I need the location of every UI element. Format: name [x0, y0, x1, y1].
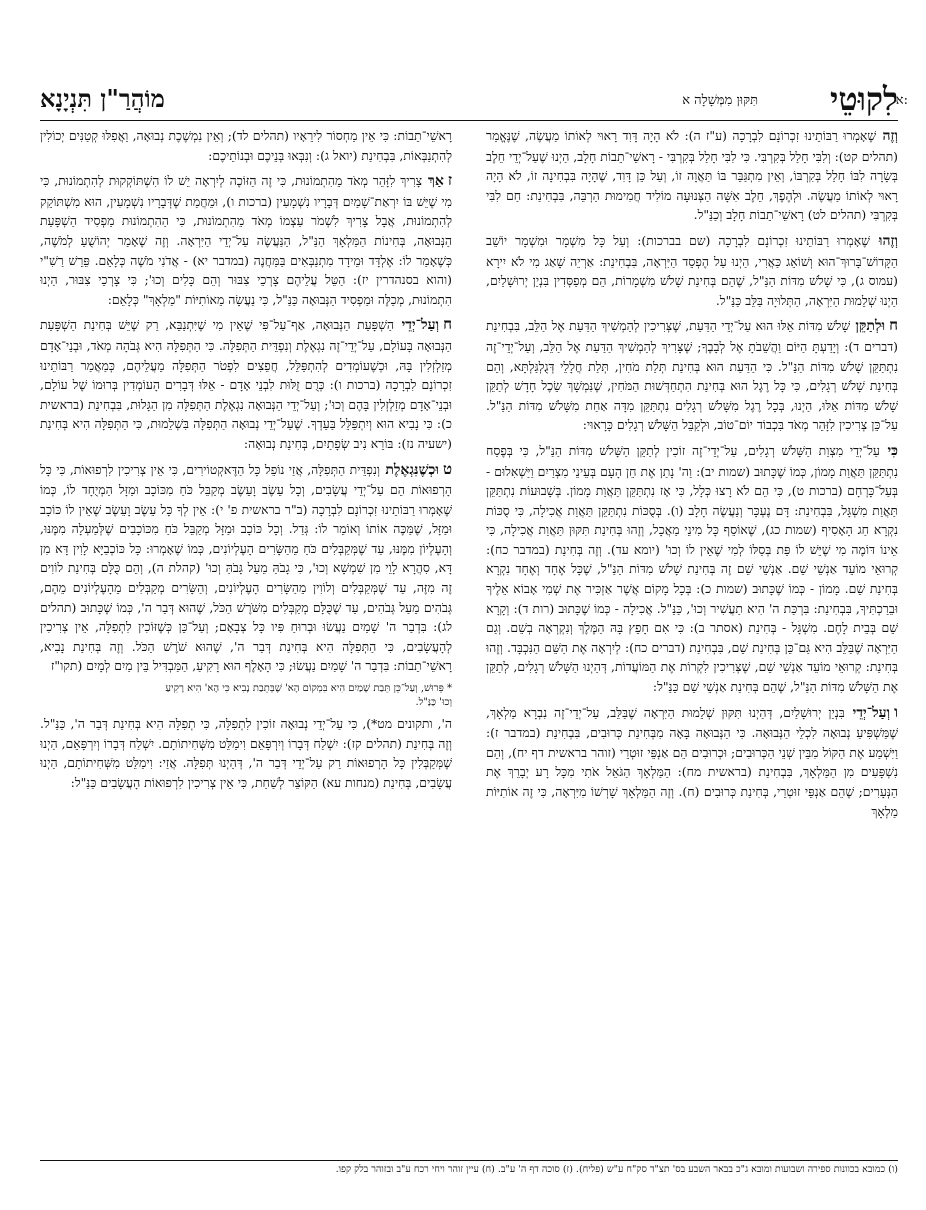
section-title: תִּקּוּן מִמְּשָׁלָה א	[682, 93, 758, 108]
page-header	[40, 80, 898, 120]
lead-word: וְעַל־יְדֵי	[394, 317, 440, 334]
book-title: לִקוּטֵי	[830, 80, 898, 118]
section-number: ח	[443, 315, 452, 334]
lead-word: וְזֶה	[876, 128, 898, 144]
paragraph-text: בִּנְיַן יְרוּשָׁלַיִם, דְּהַיְנוּ תִּקּוּן שְׁלֵמוּת הַיִּרְאָה שֶׁבַּלֵּב, עַל־יְדֵי־זֶה נִבְרָא מַלְאָךְ, שֶׁמַּשְׁפִּיעַ נְבוּאָה לִכְלֵי הַנְּבוּאָה. כִּי הַנְּבוּאָה בָּאָה מִבְּחִינַת כְּרוּבִים, בִּבְחִינַת (במדבר ז): וַיִּשְׁמַע אֶת הַקּוֹל מִבֵּין שְׁנֵי הַכְּרוּבִים; וּכְרוּבִים הֵם אַנְפֵּי זוּטְרֵי (זוהר בראשית דף יח), וְהֵם נִשְׁפָּעִים מִן הַמַּלְאָךְ, בִּבְחִינַת (בראשית מח): הַמַּלְאָךְ הַגֹּאֵל אֹתִי מִכָּל רָע יְבָרֵךְ אֶת הַנְּעָרִים; שֶׁהֵם אַנְפֵּי זוּטְרֵי, בְּחִינַת כְּרוּבִים (ח). וְזֶה הַמַּלְאָךְ שָׁרְשׁוֹ מִיִּרְאָה, כִּי זֶה אוֹתִיּוֹת מַלְאָךְ	[486, 704, 898, 819]
paragraph	[486, 231, 898, 310]
section-number: ו	[894, 702, 898, 721]
header-rule	[40, 120, 898, 121]
footnote-inline: * פֵּרוּשׁ, וְעַל־כֵּן תֵּבַת שָׁמַיִם הִיא בִּמְקוֹם הָא' שֶׁבְּתֵבַת נָבִיא כִּי הָא' הִיא רָקִיעַ וְכוּ' כַּנַּ"ל.	[165, 683, 452, 709]
paragraph-text: ה', ותקונים מט*), כִּי עַל־יְדֵי נְבוּאָה זוֹכִין לִתְפִלָּה, כִּי תְפִלָּה הִיא בְּחִינַת דְּבַר ה', כַּנַּ"ל. וְזֶה בְּחִינַת (תהלים קז): יִשְׁלַח דְּבָרוֹ וְיִרְפָּאֵם וִימַלֵּט מִשְּׁחִיתוֹתָם. יִשְׁלַח דְּבָרוֹ וְיִרְפָּאֵם, הַיְנוּ שֶׁמְּקַבְּלִין כָּל הָרְפוּאוֹת רַק עַל־יְדֵי דְּבַר ה', דְּהַיְנוּ תְּפִלָּה. אֲזַי: וִימַלֵּט מִשְּׁחִיתוֹתָם, הַיְנוּ עֲשָׂבִים, בְּחִינַת (מנחות עא) הַקּוֹצֵר לְשַׁחַת, כִּי אֵין צְרִיכִין לִרְפוּאוֹת הָעֲשָׂבִים כַּנַּ"ל:	[40, 716, 452, 790]
paragraph	[40, 171, 452, 309]
section-number: ט	[442, 459, 452, 478]
paragraph-text: שָׁלֹשׁ מִדּוֹת אֵלּוּ הוּא עַל־יְדֵי הַדַּעַת, שֶׁצְּרִיכִין לְהַמְשִׁיךְ הַדַּעַת אֶל הַלֵּב, בִּבְחִינַת (דברים ד): וְיָדַעְתָּ הַיּוֹם וַהֲשֵׁבֹתָ אֶל לְבָבֶךָ; שֶׁצָּרִיךְ לְהַמְשִׁיךְ הַדַּעַת אֶל הַלֵּב, וְעַל־יְדֵי־זֶה נִתְתַּקֵּן שָׁלֹשׁ מִדּוֹת הַנַּ"ל. כִּי הַדַּעַת הוּא בְּחִינַת תְּלַת מֹחִין, תְּלַת חֲלָלֵי דְּגֻלְגַּלְתָּא, וְהֵם בְּחִינַת שָׁלֹשׁ רְגָלִים, כִּי כָּל רֶגֶל הוּא בְּחִינַת הִתְחַדְּשׁוּת הַמֹּחִין, שֶׁנִּמְשָׁךְ שֵׂכֶל חָדָשׁ לְתַקֵּן שָׁלֹשׁ מִדּוֹת אֵלּוּ, הַיְנוּ, בְּכָל רֶגֶל מִשָּׁלֹשׁ רְגָלִים נִתְתַּקֵּן מִדָּה אַחַת מִשָּׁלֹשׁ מִדּוֹת הַנַּ"ל. עַל־כֵּן צְרִיכִין לִזָּהֵר מְאֹד בִּכְבוֹד יוֹם־טוֹב, וּלְקַבֵּל הַשָּׁלֹשׁ רְגָלִים כָּרָאוּי:	[486, 318, 898, 433]
paragraph-text: שֶׁאָמְרוּ רַבּוֹתֵינוּ זִכְרוֹנָם לִבְרָכָה (שם בברכות): וְעַל כָּל מִשְׁמָר וּמִשְׁמָר יוֹשֵׁב הַקָּדוֹשׁ־בָּרוּךְ־הוּא וְשׁוֹאֵג כַּאֲרִי, הַיְנוּ עַל הֶפְסֵד הַיִּרְאָה, בִּבְחִינַת: אַרְיֵה שָׁאַג מִי לֹא יִירָא (עמוס ג), כִּי שָׁלֹשׁ מִדּוֹת הַנַּ"ל, שֶׁהֵם בְּחִינַת שָׁלֹשׁ מִשְׁמָרוֹת, הֵם מְפַסְּדִין בִּנְיַן יְרוּשָׁלַיִם, הַיְנוּ שְׁלֵמוּת הַיִּרְאָה, הַתְּלוּיָה בַּלֵּב כַּנַּ"ל.	[486, 232, 898, 308]
lead-word: כִּי	[879, 442, 898, 459]
page-number: א:	[895, 93, 908, 108]
section-number: ח	[889, 316, 898, 335]
paragraph	[486, 316, 898, 435]
right-column	[486, 126, 898, 1156]
paragraph-text: עַל־יְדֵי מִצְוַת הַשָּׁלֹשׁ רְגָלִים, עַל־יְדֵי־זֶה זוֹכִין לְתַקֵּן הַשָּׁלֹשׁ מִדּוֹת הַנַּ"ל, כִּי בְּפֶסַח נִתְתַּקֵּן תַּאֲוַת מָמוֹן, כְּמוֹ שֶׁכָּתוּב (שמות יב): וַה' נָתַן אֶת חֵן הָעָם בְּעֵינֵי מִצְרַיִם וַיַּשְׁאִלוּם - בְּעַל־כָּרְחָם (ברכות ט), כִּי הֵם לֹא רָצוּ כְּלָל, כִּי אָז נִתְתַּקֵּן תַּאֲוַת מָמוֹן. בְּשָׁבוּעוֹת נִתְתַּקֵּן תַּאֲוַת מִשְׁגָּל, בִּבְחִינַת: דָּם נֶעְכָּר וְנַעֲשֶׂה חָלָב (ו). בְּסֻכּוֹת נִתְתַּקֵּן תַּאֲוַת אֲכִילָה, כִּי סֻכּוֹת נִקְרָא חַג הָאָסִיף (שמות כג), שֶׁאוֹסֵף כָּל מִינֵי מַאֲכָל, וְזֶהוּ בְּחִינַת תִּקּוּן תַּאֲוַת אֲכִילָה, כִּי אֵינוֹ דּוֹמֶה מִי שֶׁיֵּשׁ לוֹ פַּת בְּסַלּוֹ לְמִי שֶׁאֵין לוֹ וְכוּ' (יומא עד). וְזֶה בְּחִינַת (במדבר כח): קְרוּאֵי מוֹעֵד אַנְשֵׁי שֵׁם. אַנְשֵׁי שֵׁם זֶה בְּחִינַת שָׁלֹשׁ מִדּוֹת הַנַּ"ל, שֶׁכָּל אֶחָד וְאֶחָד נִקְרָא בְּחִינַת שֵׁם. מָמוֹן - כְּמוֹ שֶׁכָּתוּב (שמות כ): בְּכָל מָקוֹם אֲשֶׁר אַזְכִּיר אֶת שְׁמִי אָבוֹא אֵלֶיךָ וּבֵרַכְתִּיךָ, בִּבְחִינַת: בִּרְכַּת ה' הִיא תַעֲשִׁיר וְכוּ', כַּנַּ"ל. אֲכִילָה - כְּמוֹ שֶׁכָּתוּב (רות ד): וְקָרָא שֵׁם בְּבֵית לָחֶם. מִשְׁגָּל - בְּחִינַת (אסתר ב): כִּי אִם חָפֵץ בָּהּ הַמֶּלֶךְ וְנִקְרְאָה בְשֵׁם. וְגַם הַיִּרְאָה שֶׁבַּלֵּב הִיא גַּם־כֵּן בְּחִינַת שֵׁם, בִּבְחִינַת (דברים כח): לְיִרְאָה אֶת הַשֵּׁם הַנִּכְבָּד. וְזֶהוּ בְּחִינַת: קְרוּאֵי מוֹעֵד אַנְשֵׁי שֵׁם, שֶׁצְּרִיכִין לִקְרוֹת אֶת הַמּוֹעֲדוֹת, דְּהַיְנוּ הַשָּׁלֹשׁ רְגָלִים, לְתַקֵּן אֶת הַשָּׁלֹשׁ מִדּוֹת הַנַּ"ל, שֶׁהֵם בְּחִינַת אַנְשֵׁי שֵׁם כַּנַּ"ל:	[486, 442, 898, 695]
lead-word: וְזֶהוּ	[869, 232, 898, 249]
text-columns	[40, 126, 898, 1156]
paragraph	[40, 315, 452, 453]
section-number: ז	[447, 171, 452, 190]
footer-rule	[40, 1160, 898, 1161]
paragraph	[486, 126, 898, 225]
lead-word: וּלְתַקֵּן	[850, 318, 886, 335]
paragraph	[40, 126, 452, 165]
book-subtitle: מוֹהֲרַ"ן תִּנְיָנָא	[40, 84, 165, 113]
paragraph-text: רָאשֵׁי־תֵבוֹת: כִּי אֵין מַחְסוֹר לִירֵאָיו (תהלים לד); וְאֵין נִמְשֶׁכֶת נְבוּאָה, וַאֲפִלּוּ קְטַנִּים יְכוֹלִין לְהִתְנַבְּאוֹת, בִּבְחִינַת (יואל ג): וְנִבְּאוּ בְּנֵיכֶם וּבְנוֹתֵיכֶם:	[40, 128, 452, 163]
paragraph	[40, 460, 452, 677]
paragraph-text: שֶׁאָמְרוּ רַבּוֹתֵינוּ זִכְרוֹנָם לִבְרָכָה (ע"ז ה): לֹא הָיָה דָּוִד רָאוּי לְאוֹתוֹ מַעֲשֶׂה, שֶׁנֶּאֱמַר (תהלים קט): וְלִבִּי חָלַל בְּקִרְבִּי. כִּי לִבִּי חָלַל בְּקִרְבִּי - רָאשֵׁי־תֵבוֹת חָלָב, הַיְנוּ שֶׁעַל־יְדֵי חֵלֶב בְּשָׂרָה לִבּוֹ חָלַל בְּקִרְבּוֹ, וְאֵין מִתְגַּבֵּר בּוֹ תַּאֲוָה זוֹ, וְעַל כֵּן דָּוִד, שֶׁהָיָה בִּבְחִינָה זוֹ, לֹא הָיָה רָאוּי לְאוֹתוֹ מַעֲשֶׂה. וּלְהֶפֶךְ, חֵלֶב אִשָּׁה הַצְּנוּעָה מוֹלִיד חֲמִימוּת הַרְבֵּה, בִּבְחִינַת: חַם לִבִּי בְּקִרְבִּי (תהלים לט) רָאשֵׁי־תֵבוֹת חָלָב וְכַנַּ"ל.	[486, 128, 898, 223]
left-column	[40, 126, 452, 1156]
paragraph	[486, 703, 898, 822]
paragraph	[486, 441, 898, 697]
paragraph-text: הַשְׁפָּעַת הַנְּבוּאָה, אַף־עַל־פִּי שֶׁאֵין מִי שֶׁיִּתְנַבֵּא, רַק שֶׁיֵּשׁ בְּחִינַת הַשְׁפָּעַת הַנְּבוּאָה בָּעוֹלָם, עַל־יְדֵי־זֶה נִגְאֶלֶת וְנִפְדֵּית הַתְּפִלָּה. כִּי הַתְּפִלָּה הִיא גְּבֹהָה מְאֹד, וּבְנֵי־אָדָם מְזַלְזְלִין בָּהּ, וּכְשֶׁעוֹמְדִים לְהִתְפַּלֵּל, חֲפֵצִים לִפְטֹר הַתְּפִלָּה מֵעֲלֵיהֶם, כְּמַאֲמַר רַבּוֹתֵינוּ זִכְרוֹנָם לִבְרָכָה (ברכות ו): כְּרֻם זֻלּוּת לִבְנֵי אָדָם - אֵלּוּ דְּבָרִים הָעוֹמְדִין בְּרוּמוֹ שֶׁל עוֹלָם, וּבְנֵי־אָדָם מְזַלְזְלִין בָּהֶם וְכוּ'; וְעַל־יְדֵי הַנְּבוּאָה נִגְאֶלֶת הַתְּפִלָּה מִן הַגָּלוּת, בִּבְחִינַת (בראשית כ): כִּי נָבִיא הוּא וְיִתְפַּלֵּל בַּעַדְךָ. שֶׁעַל־יְדֵי נְבוּאָה הַתְּפִלָּה בִּשְׁלֵמוּת, כִּי הַתְּפִלָּה הִיא בְּחִינַת (ישעיה נז): בּוֹרֵא נִיב שְׂפָתַיִם, בְּחִינַת נְבוּאָה:	[40, 317, 452, 451]
footnotes: (ו) כמובא בכוונות ספירה ושבועות ומובא ג"כ בבאר השבע בס' תצ"ד סק"ח ע"ש (פליח). (ז) סוכה דף ה' ע"ב. (ח) עיין זוהר ויחי רכח ע"ב ובזוהר בלק קפו.	[335, 1164, 898, 1175]
paragraph-text: וְנִפְדֵּית הַתְּפִלָּה, אֲזַי נוֹפֵל כָּל הַדֶּאקְטוֹירִים, כִּי אֵין צְרִיכִין לִרְפוּאוֹת, כִּי כָּל הָרְפוּאוֹת הֵם עַל־יְדֵי עֲשָׂבִים, וְכָל עֵשֶׂב וָעֵשֶׂב מְקַבֵּל כֹּחַ מִכּוֹכָב וּמַזָּל הַמְיֻחָד לוֹ, כְּמוֹ שֶׁאָמְרוּ רַבּוֹתֵינוּ זִכְרוֹנָם לִבְרָכָה (ב"ר בראשית פ' י): אֵין לְךָ כָּל עֵשֶׂב וָעֵשֶׂב שֶׁאֵין לוֹ כּוֹכָב וּמַזָּל, שֶׁמַּכֶּה אוֹתוֹ וְאוֹמֵר לוֹ: גְּדַל. וְכָל כּוֹכָב וּמַזָּל מְקַבֵּל כֹּחַ מִכּוֹכָבִים שֶׁלְּמַעְלָה מִמֶּנּוּ, וְהָעֶלְיוֹן מִמֶּנּוּ, עַד שֶׁמְּקַבְּלִים כֹּחַ מֵהַשָּׂרִים הָעֶלְיוֹנִים, כְּמוֹ שֶׁאָמְרוּ: כָּל כּוֹכְבַיָּא לָוִין דָּא מִן דָּא, סִהֲרָא לָוֵי מִן שִׁמְשָׁא וְכוּ', כִּי גָבֹהַּ מֵעַל גָּבֹהַּ וְכוּ' (קהלת ה), וְהֵם כֻּלָּם בְּחִינַת לוֹוִים זֶה מִזֶּה, עַד שֶׁמְּקַבְּלִים וְלוֹוִין מֵהַשָּׂרִים הָעֶלְיוֹנִים, וְהַשָּׂרִים מְקַבְּלִים מֵהָעֶלְיוֹנִים מֵהֶם, גְּבֹהִים מֵעַל גְּבֹהִים, עַד שֶׁכֻּלָּם מְקַבְּלִים מִשֹּׁרֶשׁ הַכֹּל, שֶׁהוּא דְּבַר ה', כְּמוֹ שֶׁכָּתוּב (תהלים לג): בִּדְבַר ה' שָׁמַיִם נַעֲשׂוּ וּבְרוּחַ פִּיו כָּל צְבָאָם; וְעַל־כֵּן כְּשֶׁזּוֹכִין לִתְפִלָּה, אֵין צְרִיכִין לְהָעֲשָׂבִים, כִּי הַתְּפִלָּה הִיא בְּחִינַת דְּבַר ה', שֶׁהוּא שֹׁרֶשׁ הַכֹּל. וְזֶה בְּחִינַת נָבִיא, רָאשֵׁי־תֵבוֹת: בִּדְבַר ה' שָׁמַיִם נַעֲשׂוּ; כִּי הָאָלֶף הוּא רָקִיעַ, הַמַּבְדִּיל בֵּין מַיִם לְמָיִם (תקו"ז	[40, 461, 452, 674]
lead-word: אַךְ	[422, 173, 444, 190]
paragraph	[40, 714, 452, 792]
lead-word: וּכְשֶׁנִּגְאֶלֶת	[380, 461, 439, 478]
lead-word: וְעַל־יְדֵי	[844, 704, 891, 721]
paragraph-text: צָרִיךְ לִזָּהֵר מְאֹד מֵהִתְמוֹנוּת, כִּי זֶה הַזּוֹכֶה לְיִרְאָה יֵשׁ לוֹ הִשְׁתּוֹקְקוּת לְהִתְמוֹנוּת, כִּי מִי שֶׁיֵּשׁ בּוֹ יִרְאַת־שָׁמַיִם דְּבָרָיו נִשְׁמָעִין (ברכות ו), וּמֵחֲמַת שֶׁדְּבָרָיו נִשְׁמָעִין, הוּא מִשְׁתּוֹקֵק לְהִתְמוֹנוּת, אֲבָל צָרִיךְ לִשְׁמֹר עַצְמוֹ מְאֹד מֵהִתְמוֹנוּת, כִּי הַהִתְמוֹנוּת מַפְסִיד הַשְׁפָּעַת הַנְּבוּאָה, בְּחִינוֹת הַמַּלְאָךְ הַנַּ"ל, הַנַּעֲשֶׂה עַל־יְדֵי הַיִּרְאָה. וְזֶה שֶׁאָמַר יְהוֹשֻׁעַ לְמֹשֶׁה, כְּשֶׁאָמַר לוֹ: אֶלְדָּד וּמֵידָד מִתְנַבְּאִים בַּמַּחֲנֶה (במדבר יא) - אֲדֹנִי מֹשֶׁה כְּלָאֵם. פֵּרֵשׁ רַשִׁ"י (והוא בסנהדרין יז): הַטֵּל עֲלֵיהֶם צָרְכֵי צִבּוּר וְהֵם כָּלִים וְכוּ'; כִּי צָרְכֵי צִבּוּר, הַיְנוּ הִתְמוֹנוּת, מְכַלֶּה וּמַפְסִיד הַנְּבוּאָה כַּנַּ"ל, כִּי נַעֲשָׂה מֵאוֹתִיּוֹת "מַלְאָךְ" כְּלָאֵם:	[40, 173, 452, 307]
